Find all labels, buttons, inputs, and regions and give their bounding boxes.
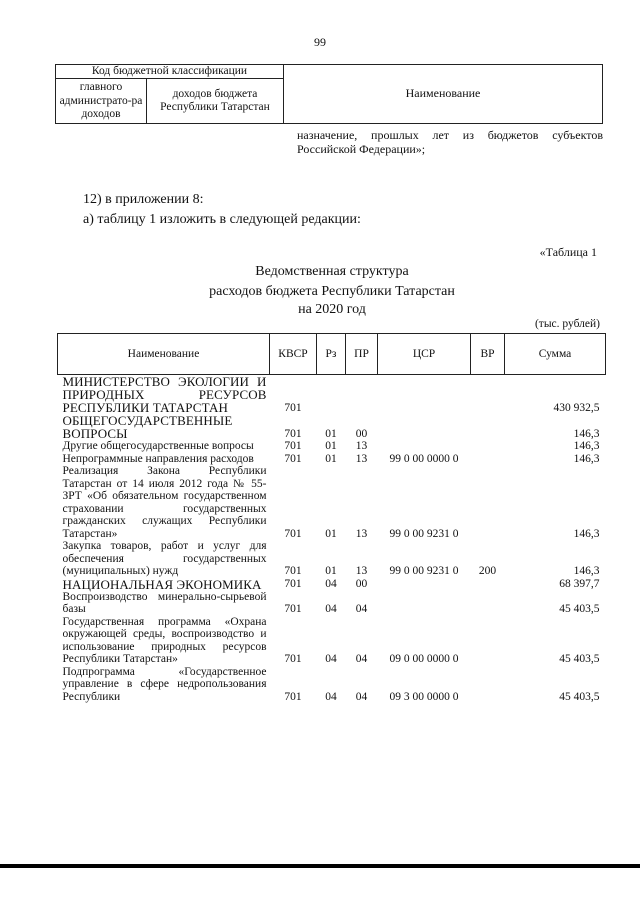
- row-vr: [471, 453, 505, 466]
- table-row: [58, 465, 606, 540]
- row-csr: 99 0 00 0000 0: [389, 452, 459, 465]
- row-rz: 01: [325, 452, 337, 465]
- row-pr: 04: [355, 603, 368, 615]
- table-title-line2: расходов бюджета Республики Татарстан: [209, 284, 455, 299]
- row-pr: 00: [355, 427, 368, 440]
- row-vr: [471, 666, 505, 704]
- row-csr: [378, 414, 471, 440]
- amendment-subpoint: а) таблицу 1 изложить в следующей редакции:: [83, 212, 361, 227]
- row-sum: 146,3: [573, 565, 600, 577]
- row-csr: [378, 375, 471, 415]
- row-kvsr: 701: [284, 690, 302, 703]
- row-csr: [378, 440, 471, 453]
- row-name: МИНИСТЕРСТВО ЭКОЛОГИИ И ПРИРОДНЫХ РЕСУРСОВ РЕСПУБЛИКИ ТАТАРСТАН: [62, 374, 267, 415]
- row-csr: [378, 591, 471, 616]
- row-pr: 13: [355, 565, 368, 577]
- row-kvsr: 701: [284, 401, 302, 414]
- row-pr: 13: [355, 452, 368, 465]
- budget-classification-table: [55, 64, 603, 124]
- table-row: [58, 375, 606, 415]
- row-name: ОБЩЕГОСУДАРСТВЕННЫЕ ВОПРОСЫ: [62, 413, 233, 441]
- header-vr: ВР: [471, 334, 505, 375]
- row-kvsr: 701: [284, 452, 302, 465]
- table-row: [58, 540, 606, 578]
- table-label: «Таблица 1: [539, 245, 597, 259]
- row-pr: 04: [355, 653, 368, 665]
- row-vr: [471, 414, 505, 440]
- amendment-point: 12) в приложении 8:: [83, 192, 204, 207]
- row-name: Государственная программа «Охрана окружающей среды, воспроизводство и использование природных ресурсов Республики Татарстан»: [62, 615, 267, 665]
- row-pr: 04: [355, 690, 368, 703]
- bottom-scan-border: [0, 864, 640, 868]
- row-rz: 04: [325, 653, 337, 665]
- header-csr: ЦСР: [378, 334, 471, 375]
- row-csr: 99 0 00 9231 0: [389, 527, 459, 540]
- table-row: [58, 591, 606, 616]
- row-kvsr: 701: [284, 578, 302, 590]
- header-pr: ПР: [346, 334, 378, 375]
- table-row: [58, 616, 606, 666]
- row-rz: 04: [325, 690, 337, 703]
- header-sum: Сумма: [505, 334, 606, 375]
- continued-text: [297, 128, 603, 156]
- table-row: [58, 578, 606, 591]
- row-sum: 430 932,5: [553, 401, 600, 414]
- header-name: Наименование: [58, 334, 270, 375]
- row-kvsr: 701: [284, 603, 302, 615]
- row-kvsr: 701: [284, 440, 302, 452]
- row-csr: 09 0 00 0000 0: [389, 653, 459, 665]
- income-column-header: доходов бюджета Республики Татарстан: [147, 79, 284, 124]
- row-name: Подпрограмма «Государственное управление в сфере недропользования Республики: [62, 665, 267, 703]
- row-sum: 45 403,5: [559, 653, 600, 665]
- table-row: [58, 453, 606, 466]
- row-kvsr: 701: [284, 653, 302, 665]
- admin-column-header: главного администрато-ра доходов: [56, 79, 147, 124]
- units-label: (тыс. рублей): [534, 318, 600, 330]
- header-rz: Рз: [317, 334, 346, 375]
- row-csr: 09 3 00 0000 0: [389, 690, 459, 703]
- table-title-line3: на 2020 год: [298, 302, 366, 317]
- row-kvsr: 701: [284, 527, 302, 540]
- row-sum: 45 403,5: [559, 603, 600, 615]
- row-pr: 13: [355, 440, 368, 452]
- row-name: Другие общегосударственные вопросы: [62, 440, 254, 452]
- row-vr: [471, 578, 505, 591]
- row-rz: 01: [325, 427, 337, 440]
- row-csr: 99 0 00 9231 0: [389, 565, 459, 577]
- page-number: 99: [314, 35, 326, 49]
- row-rz: 01: [325, 527, 337, 540]
- row-sum: 146,3: [573, 440, 600, 452]
- header-kvsr: КВСР: [270, 334, 317, 375]
- table-row: [58, 440, 606, 453]
- row-rz: 04: [325, 603, 337, 615]
- row-kvsr: 701: [284, 565, 302, 577]
- row-vr: [471, 616, 505, 666]
- row-name: НАЦИОНАЛЬНАЯ ЭКОНОМИКА: [62, 576, 262, 592]
- row-vr: [471, 375, 505, 415]
- classification-name-header: Наименование: [284, 65, 603, 124]
- row-vr: [471, 465, 505, 540]
- row-rz: [317, 375, 346, 415]
- row-sum: 146,3: [573, 527, 600, 540]
- row-pr: [346, 375, 378, 415]
- row-sum: 68 397,7: [559, 578, 600, 590]
- continued-text-line1: назначение, прошлых лет из бюджетов субъектов: [297, 128, 603, 142]
- table-title-line1: Ведомственная структура: [255, 264, 409, 279]
- row-name: Реализация Закона Республики Татарстан от 14 июля 2012 года № 55-ЗРТ «Об обязательном государственном страховании государственных гражданских служащих Республики Татарстан»: [62, 465, 267, 540]
- row-sum: 45 403,5: [559, 690, 600, 703]
- row-name: Закупка товаров, работ и услуг для обеспечения государственных (муниципальных) нужд: [62, 540, 267, 577]
- row-name: Непрограммные направления расходов: [62, 452, 254, 465]
- row-pr: 00: [355, 578, 368, 590]
- row-sum: 146,3: [573, 452, 600, 465]
- classification-code-header: Код бюджетной классификации: [56, 65, 284, 79]
- row-rz: 04: [325, 578, 337, 590]
- row-csr: [378, 578, 471, 591]
- table-row: [58, 666, 606, 704]
- row-rz: 01: [325, 440, 337, 452]
- table-row: [58, 414, 606, 440]
- row-sum: 146,3: [573, 427, 600, 440]
- row-vr: [471, 440, 505, 453]
- row-rz: 01: [325, 565, 337, 577]
- row-kvsr: 701: [284, 427, 302, 440]
- row-vr: 200: [478, 565, 497, 577]
- expenditure-table: [57, 333, 606, 703]
- row-vr: [471, 591, 505, 616]
- continued-text-line2: Российской Федерации»;: [297, 142, 426, 156]
- row-pr: 13: [355, 527, 368, 540]
- row-name: Воспроизводство минерально-сырьевой базы: [62, 590, 267, 615]
